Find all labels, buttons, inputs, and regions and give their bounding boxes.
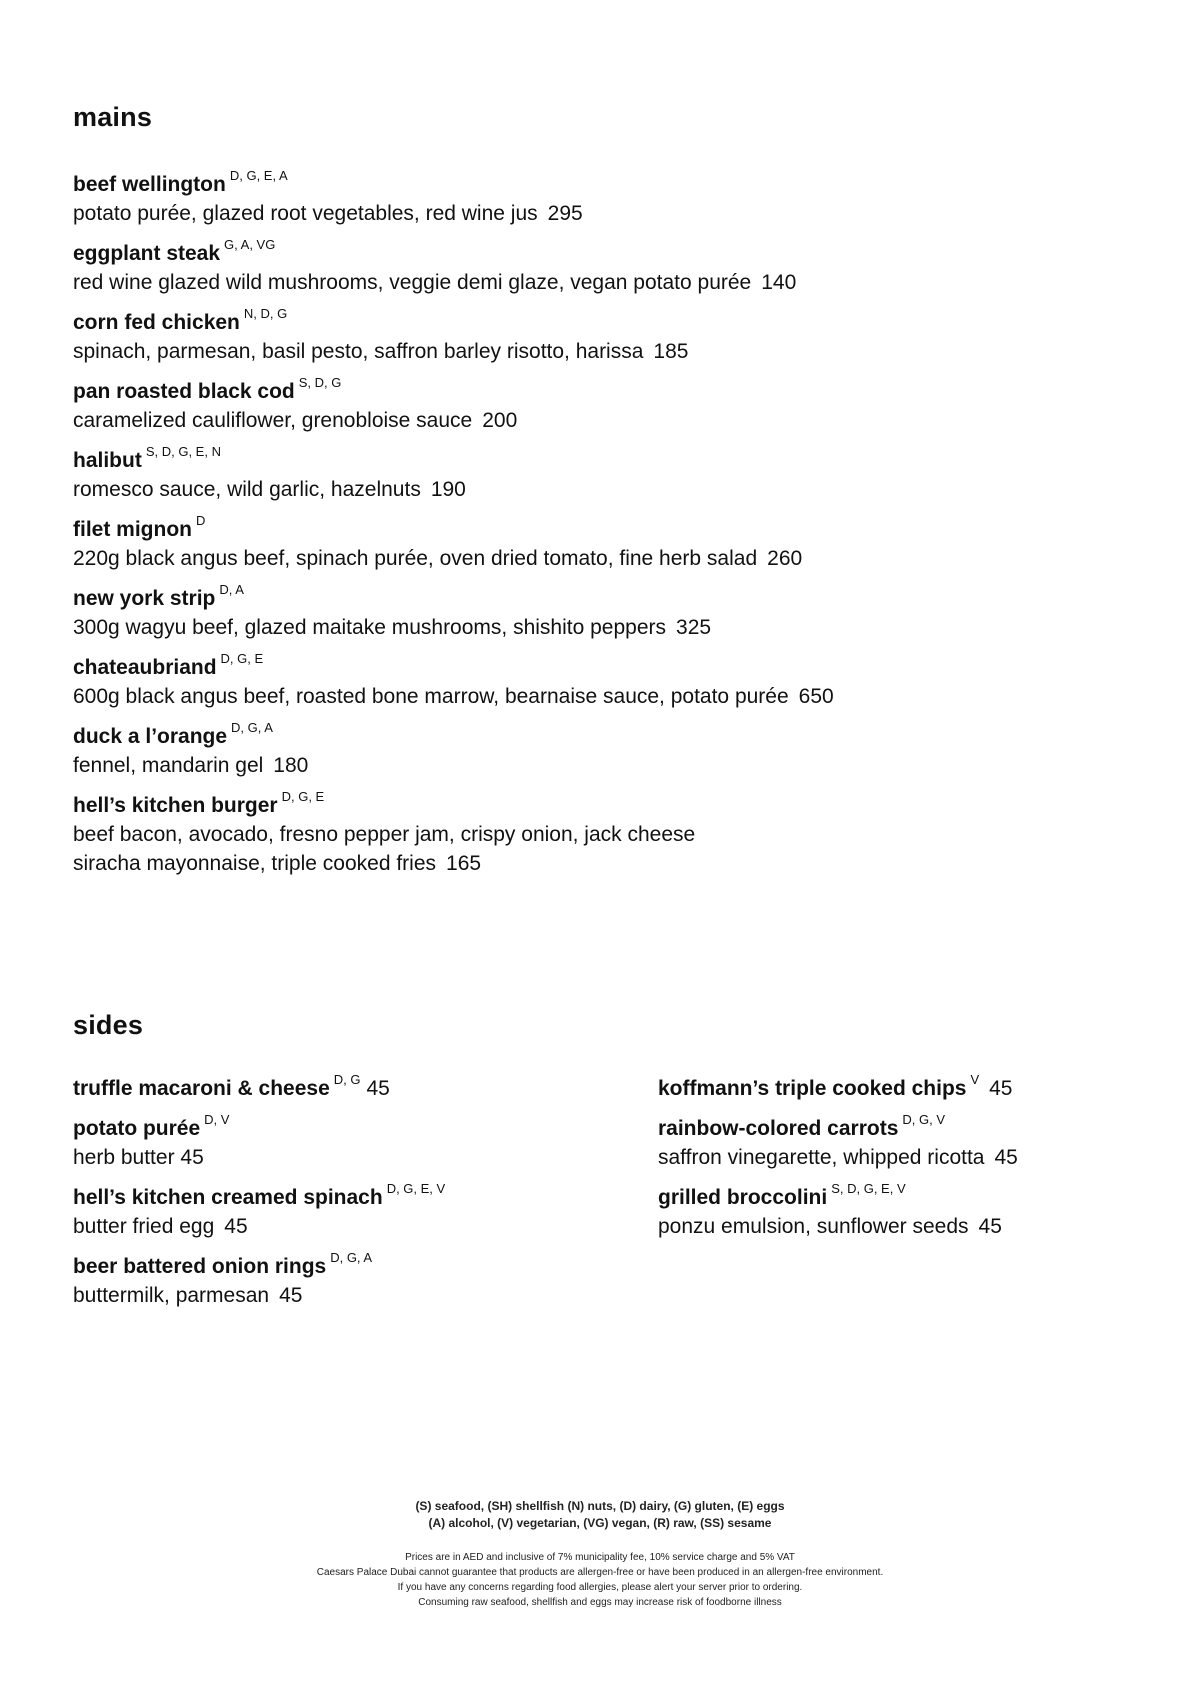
item-description: red wine glazed wild mushrooms, veggie demi glaze, vegan potato purée — [73, 271, 752, 294]
allergen-codes: S, D, G, E, V — [831, 1181, 906, 1196]
allergen-codes: V — [970, 1072, 980, 1087]
item-description: 220g black angus beef, spinach purée, oven dried tomato, fine herb salad — [73, 547, 758, 570]
side-item — [658, 1183, 1128, 1241]
item-price: 140 — [761, 271, 797, 294]
menu-item — [73, 377, 1073, 435]
sides-column-left — [73, 1074, 658, 1321]
allergen-legend-line: (S) seafood, (SH) shellfish (N) nuts, (D) dairy, (G) gluten, (E) eggs — [415, 1499, 785, 1513]
side-item — [73, 1074, 658, 1103]
item-description: 300g wagyu beef, glazed maitake mushrooms, shishito peppers — [73, 616, 667, 639]
item-name: filet mignon — [73, 518, 192, 541]
item-description: potato purée, glazed root vegetables, red wine jus — [73, 202, 538, 225]
item-price: 45 — [989, 1077, 1013, 1100]
item-price: 185 — [653, 340, 689, 363]
item-name: beer battered onion rings — [73, 1255, 327, 1278]
item-name: eggplant steak — [73, 242, 221, 265]
side-item — [658, 1114, 1128, 1172]
allergen-codes: G, A, VG — [224, 237, 276, 252]
item-name: corn fed chicken — [73, 311, 240, 334]
side-item — [73, 1114, 658, 1172]
sides-grid — [73, 1074, 1133, 1321]
menu-item — [73, 446, 1073, 504]
menu-item — [73, 653, 1073, 711]
item-name: pan roasted black cod — [73, 380, 295, 403]
item-price: 165 — [446, 852, 482, 875]
menu-item — [73, 308, 1073, 366]
item-price: 45 — [978, 1215, 1002, 1238]
item-price: 295 — [547, 202, 583, 225]
item-name: new york strip — [73, 587, 216, 610]
item-name: grilled broccolini — [658, 1186, 828, 1209]
allergen-codes: D, G, E, A — [229, 168, 288, 183]
item-description: 600g black angus beef, roasted bone marrow, bearnaise sauce, potato purée — [73, 685, 789, 708]
item-price: 260 — [767, 547, 803, 570]
sides-column-right — [658, 1074, 1128, 1321]
allergen-codes: S, D, G, E, N — [145, 444, 221, 459]
item-price: 325 — [676, 616, 712, 639]
item-price: 45 — [994, 1146, 1018, 1169]
item-description: romesco sauce, wild garlic, hazelnuts — [73, 478, 421, 501]
item-name: rainbow-colored carrots — [658, 1117, 899, 1140]
item-price: 650 — [798, 685, 834, 708]
item-price: 180 — [273, 754, 309, 777]
item-price: 190 — [430, 478, 466, 501]
item-description: siracha mayonnaise, triple cooked fries — [73, 852, 437, 875]
mains-list — [73, 170, 1073, 889]
side-item — [73, 1252, 658, 1310]
allergen-codes: D, G, V — [902, 1112, 946, 1127]
item-price: 45 — [279, 1284, 303, 1307]
allergen-codes: D — [196, 513, 206, 528]
allergen-codes: D, G, E — [281, 789, 325, 804]
footer-note: If you have any concerns regarding food allergies, please alert your server prior to ordering. — [397, 1582, 803, 1593]
allergen-codes: D, G, A — [330, 1250, 373, 1265]
item-description: herb butter 45 — [73, 1146, 204, 1169]
item-name: truffle macaroni & cheese — [73, 1077, 330, 1100]
allergen-codes: D, A — [219, 582, 244, 597]
item-description: caramelized cauliflower, grenobloise sauce — [73, 409, 473, 432]
menu-item — [73, 239, 1073, 297]
item-description: ponzu emulsion, sunflower seeds — [658, 1215, 969, 1238]
allergen-legend-line: (A) alcohol, (V) vegetarian, (VG) vegan, (R) raw, (SS) sesame — [428, 1516, 772, 1530]
allergen-codes: D, V — [204, 1112, 230, 1127]
sides-title: sides — [73, 1010, 144, 1040]
item-description: spinach, parmesan, basil pesto, saffron barley risotto, harissa — [73, 340, 644, 363]
item-name: chateaubriand — [73, 656, 217, 679]
allergen-codes: D, G, E — [220, 651, 264, 666]
item-name: potato purée — [73, 1117, 201, 1140]
item-description: saffron vinegarette, whipped ricotta — [658, 1146, 985, 1169]
item-price: 45 — [224, 1215, 248, 1238]
side-item — [658, 1074, 1128, 1103]
menu-item — [73, 584, 1073, 642]
menu-item — [73, 722, 1073, 780]
item-description: butter fried egg — [73, 1215, 215, 1238]
allergen-codes: D, G — [333, 1072, 361, 1087]
footer-notes — [0, 1550, 1200, 1610]
menu-footer — [0, 1498, 1200, 1610]
allergen-codes: S, D, G — [298, 375, 342, 390]
item-name: beef wellington — [73, 173, 226, 196]
side-item — [73, 1183, 658, 1241]
item-description: fennel, mandarin gel — [73, 754, 264, 777]
item-name: halibut — [73, 449, 142, 472]
footer-note: Caesars Palace Dubai cannot guarantee that products are allergen-free or have been produced in an allergen-free environment. — [316, 1567, 884, 1578]
menu-item — [73, 515, 1073, 573]
item-name: hell’s kitchen creamed spinach — [73, 1186, 383, 1209]
item-price: 45 — [366, 1077, 390, 1100]
allergen-codes: N, D, G — [243, 306, 288, 321]
footer-note: Consuming raw seafood, shellfish and eggs may increase risk of foodborne illness — [418, 1597, 782, 1608]
footer-note: Prices are in AED and inclusive of 7% municipality fee, 10% service charge and 5% VAT — [405, 1552, 795, 1563]
item-name: hell’s kitchen burger — [73, 794, 278, 817]
menu-item — [73, 791, 1073, 878]
menu-item — [73, 170, 1073, 228]
allergen-codes: D, G, A — [231, 720, 273, 735]
mains-title: mains — [73, 102, 153, 132]
allergen-codes: D, G, E, V — [386, 1181, 446, 1196]
item-description: buttermilk, parmesan — [73, 1284, 270, 1307]
item-name: koffmann’s triple cooked chips — [658, 1077, 967, 1100]
item-description-line-1: beef bacon, avocado, fresno pepper jam, crispy onion, jack cheese — [73, 823, 696, 846]
item-price: 200 — [482, 409, 518, 432]
item-name: duck a l’orange — [73, 725, 228, 748]
